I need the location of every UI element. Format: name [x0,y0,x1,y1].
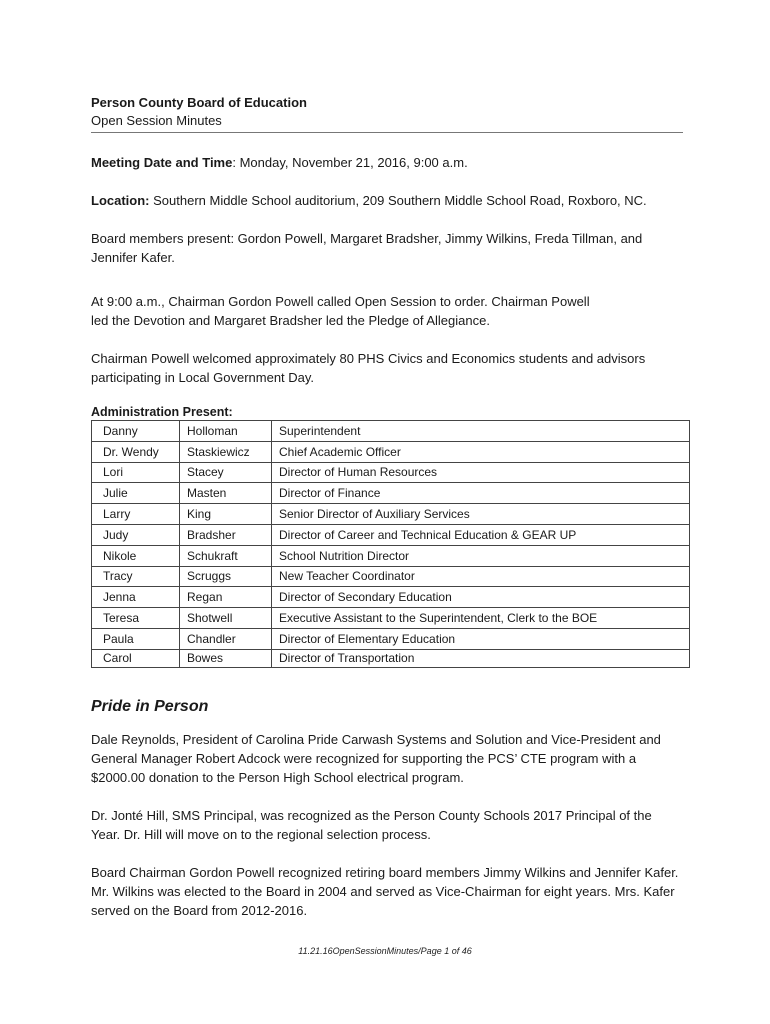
first-name-cell: Julie [92,483,180,504]
last-name-cell: Scruggs [180,566,272,587]
last-name-cell: King [180,504,272,525]
position-title-cell: Director of Elementary Education [272,628,690,649]
table-row [92,483,690,504]
first-name-cell: Judy [92,524,180,545]
position-title-cell: Director of Career and Technical Education & GEAR UP [272,524,690,545]
document-subtitle: Open Session Minutes [91,112,683,133]
position-title-cell: Superintendent [272,421,690,442]
table-row [92,441,690,462]
last-name-cell: Regan [180,587,272,608]
first-name-cell: Dr. Wendy [92,441,180,462]
call-to-order-paragraph [91,292,683,330]
last-name-cell: Stacey [180,462,272,483]
last-name-cell: Masten [180,483,272,504]
last-name-cell: Shotwell [180,608,272,629]
last-name-cell: Bradsher [180,524,272,545]
position-title-cell: Director of Secondary Education [272,587,690,608]
pride-paragraph-2: Dr. Jonté Hill, SMS Principal, was recognized as the Person County Schools 2017 Principal of the Year. Dr. Hill will move on to the regional selection process. [91,807,652,842]
last-name-cell: Schukraft [180,545,272,566]
board-members-paragraph: Board members present: Gordon Powell, Margaret Bradsher, Jimmy Wilkins, Freda Tillman, and Jennifer Kafer. [91,231,643,265]
first-name-cell: Danny [92,421,180,442]
organization-title: Person County Board of Education [91,95,307,110]
location-label: Location: [91,193,150,208]
first-name-cell: Tracy [92,566,180,587]
position-title-cell: Director of Finance [272,483,690,504]
position-title-cell: Chief Academic Officer [272,441,690,462]
table-row [92,587,690,608]
table-row [92,545,690,566]
last-name-cell: Bowes [180,649,272,667]
table-row [92,608,690,629]
first-name-cell: Paula [92,628,180,649]
administration-table [91,420,690,668]
welcome-paragraph: Chairman Powell welcomed approximately 80 PHS Civics and Economics students and advisors participating in Local Government Day. [91,351,646,385]
first-name-cell: Lori [92,462,180,483]
meeting-date-label: Meeting Date and Time [91,155,233,170]
position-title-cell: Senior Director of Auxiliary Services [272,504,690,525]
location-value: Southern Middle School auditorium, 209 Southern Middle School Road, Roxboro, NC. [149,193,647,208]
position-title-cell: Executive Assistant to the Superintendent, Clerk to the BOE [272,608,690,629]
pride-paragraph-3: Board Chairman Gordon Powell recognized retiring board members Jimmy Wilkins and Jennifer Kafer. Mr. Wilkins was elected to the Board in 2004 and served as Vice-Chairman for eight years. Mrs. Kafer served on the Board from 2012-2016. [91,864,679,918]
call-to-order-line-1: At 9:00 a.m., Chairman Gordon Powell called Open Session to order. Chairman Powell [91,294,590,309]
document-page [91,94,683,920]
first-name-cell: Carol [92,649,180,667]
position-title-cell: New Teacher Coordinator [272,566,690,587]
administration-heading: Administration Present: [91,405,233,419]
pride-paragraph-1: Dale Reynolds, President of Carolina Pride Carwash Systems and Solution and Vice-President and General Manager Robert Adcock were recognized for supporting the PCS’ CTE program with a $2000.00 donation to the Person High School electrical program. [91,731,661,785]
table-row [92,628,690,649]
last-name-cell: Staskiewicz [180,441,272,462]
page-footer: 11.21.16OpenSessionMinutes/Page 1 of 46 [298,946,472,956]
pride-in-person-heading: Pride in Person [91,697,209,715]
table-row [92,421,690,442]
first-name-cell: Larry [92,504,180,525]
table-row [92,462,690,483]
first-name-cell: Jenna [92,587,180,608]
table-row [92,649,690,667]
table-row [92,504,690,525]
first-name-cell: Nikole [92,545,180,566]
table-row [92,566,690,587]
location-line [91,191,683,210]
position-title-cell: Director of Transportation [272,649,690,667]
position-title-cell: Director of Human Resources [272,462,690,483]
position-title-cell: School Nutrition Director [272,545,690,566]
meeting-date-line [91,153,683,172]
table-row [92,524,690,545]
call-to-order-line-2: led the Devotion and Margaret Bradsher led the Pledge of Allegiance. [91,313,490,328]
first-name-cell: Teresa [92,608,180,629]
last-name-cell: Chandler [180,628,272,649]
last-name-cell: Holloman [180,421,272,442]
meeting-date-value: : Monday, November 21, 2016, 9:00 a.m. [232,155,468,170]
